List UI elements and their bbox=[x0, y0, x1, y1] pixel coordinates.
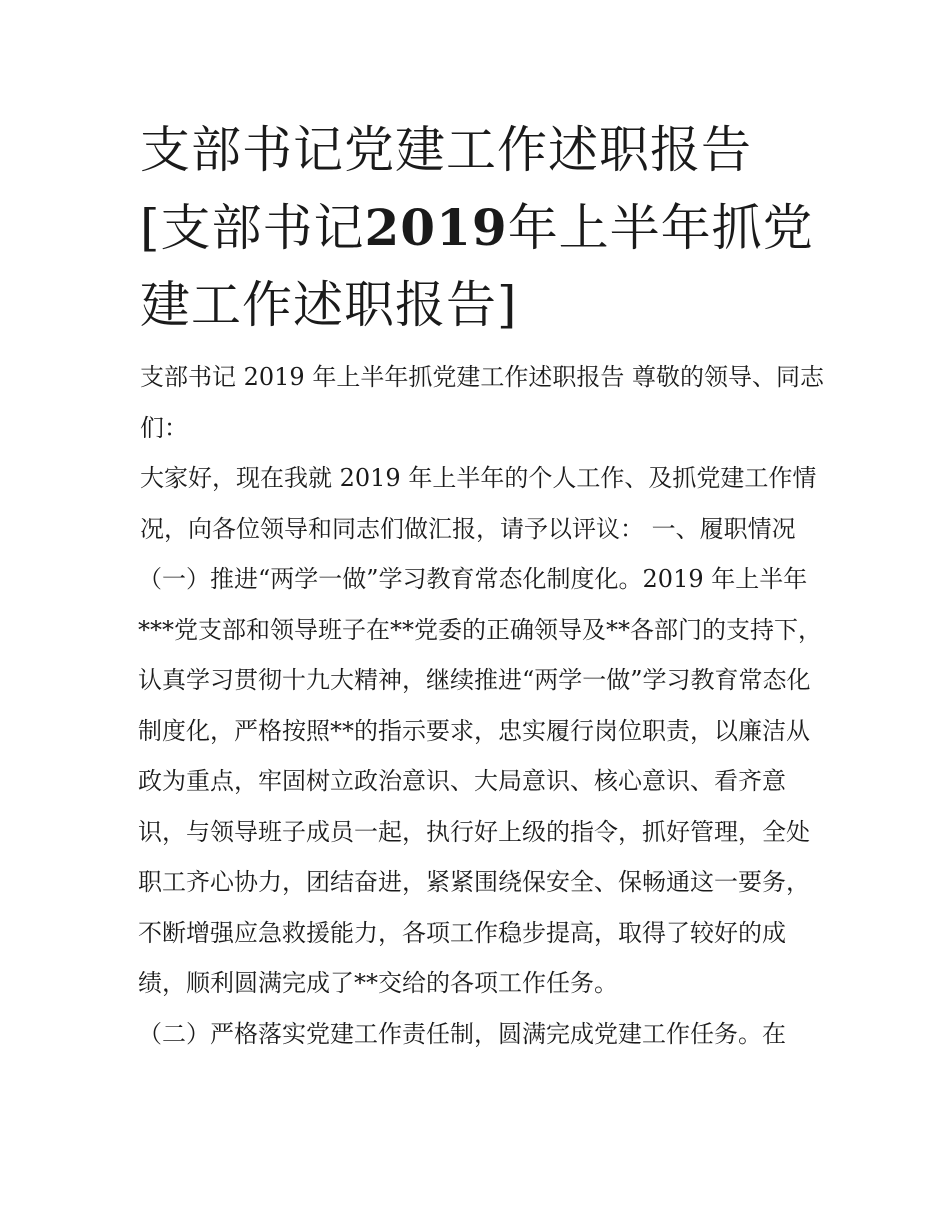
paragraph-section-2: （二）严格落实党建工作责任制，圆满完成党建工作任务。在 bbox=[138, 1019, 786, 1048]
title-line-2 bbox=[140, 189, 820, 267]
title-part-suffix: 年上半年抓党 bbox=[507, 199, 814, 257]
paragraph-salutation: 支部书记 2019 年上半年抓党建工作述职报告 尊敬的领导、同志们： bbox=[140, 363, 824, 442]
document-body bbox=[140, 352, 830, 1059]
paragraph-intro: 大家好，现在我就 2019 年上半年的个人工作、及抓党建工作情况，向各位领导和同志们做汇报，请予以评议： 一、履职情况 bbox=[140, 464, 817, 543]
title-line-1: 支部书记党建工作述职报告 bbox=[140, 121, 752, 179]
title-part-prefix: [支部书记 bbox=[140, 199, 365, 257]
title-part-year: 2019 bbox=[364, 198, 508, 257]
paragraph-section-1: （一）推进“两学一做”学习教育常态化制度化。2019 年上半年***党支部和领导班子在**党委的正确领导及**各部门的支持下，认真学习贯彻十九大精神，继续推进“两学一做”学习教育常态化制度化，严格按照**的指示要求，忠实履行岗位职责，以廉洁从政为重点，牢固树立政治意识、大局意识、核心意识、看齐意识，与领导班子成员一起，执行好上级的指令，抓好管理，全处职工齐心协力，团结奋进，紧紧围绕保安全、保畅通这一要务，不断增强应急救援能力，各项工作稳步提高，取得了较好的成绩，顺利圆满完成了**交给的各项工作任务。 bbox=[138, 565, 822, 997]
document-title bbox=[140, 112, 820, 344]
title-line-3: 建工作述职报告] bbox=[140, 276, 518, 334]
